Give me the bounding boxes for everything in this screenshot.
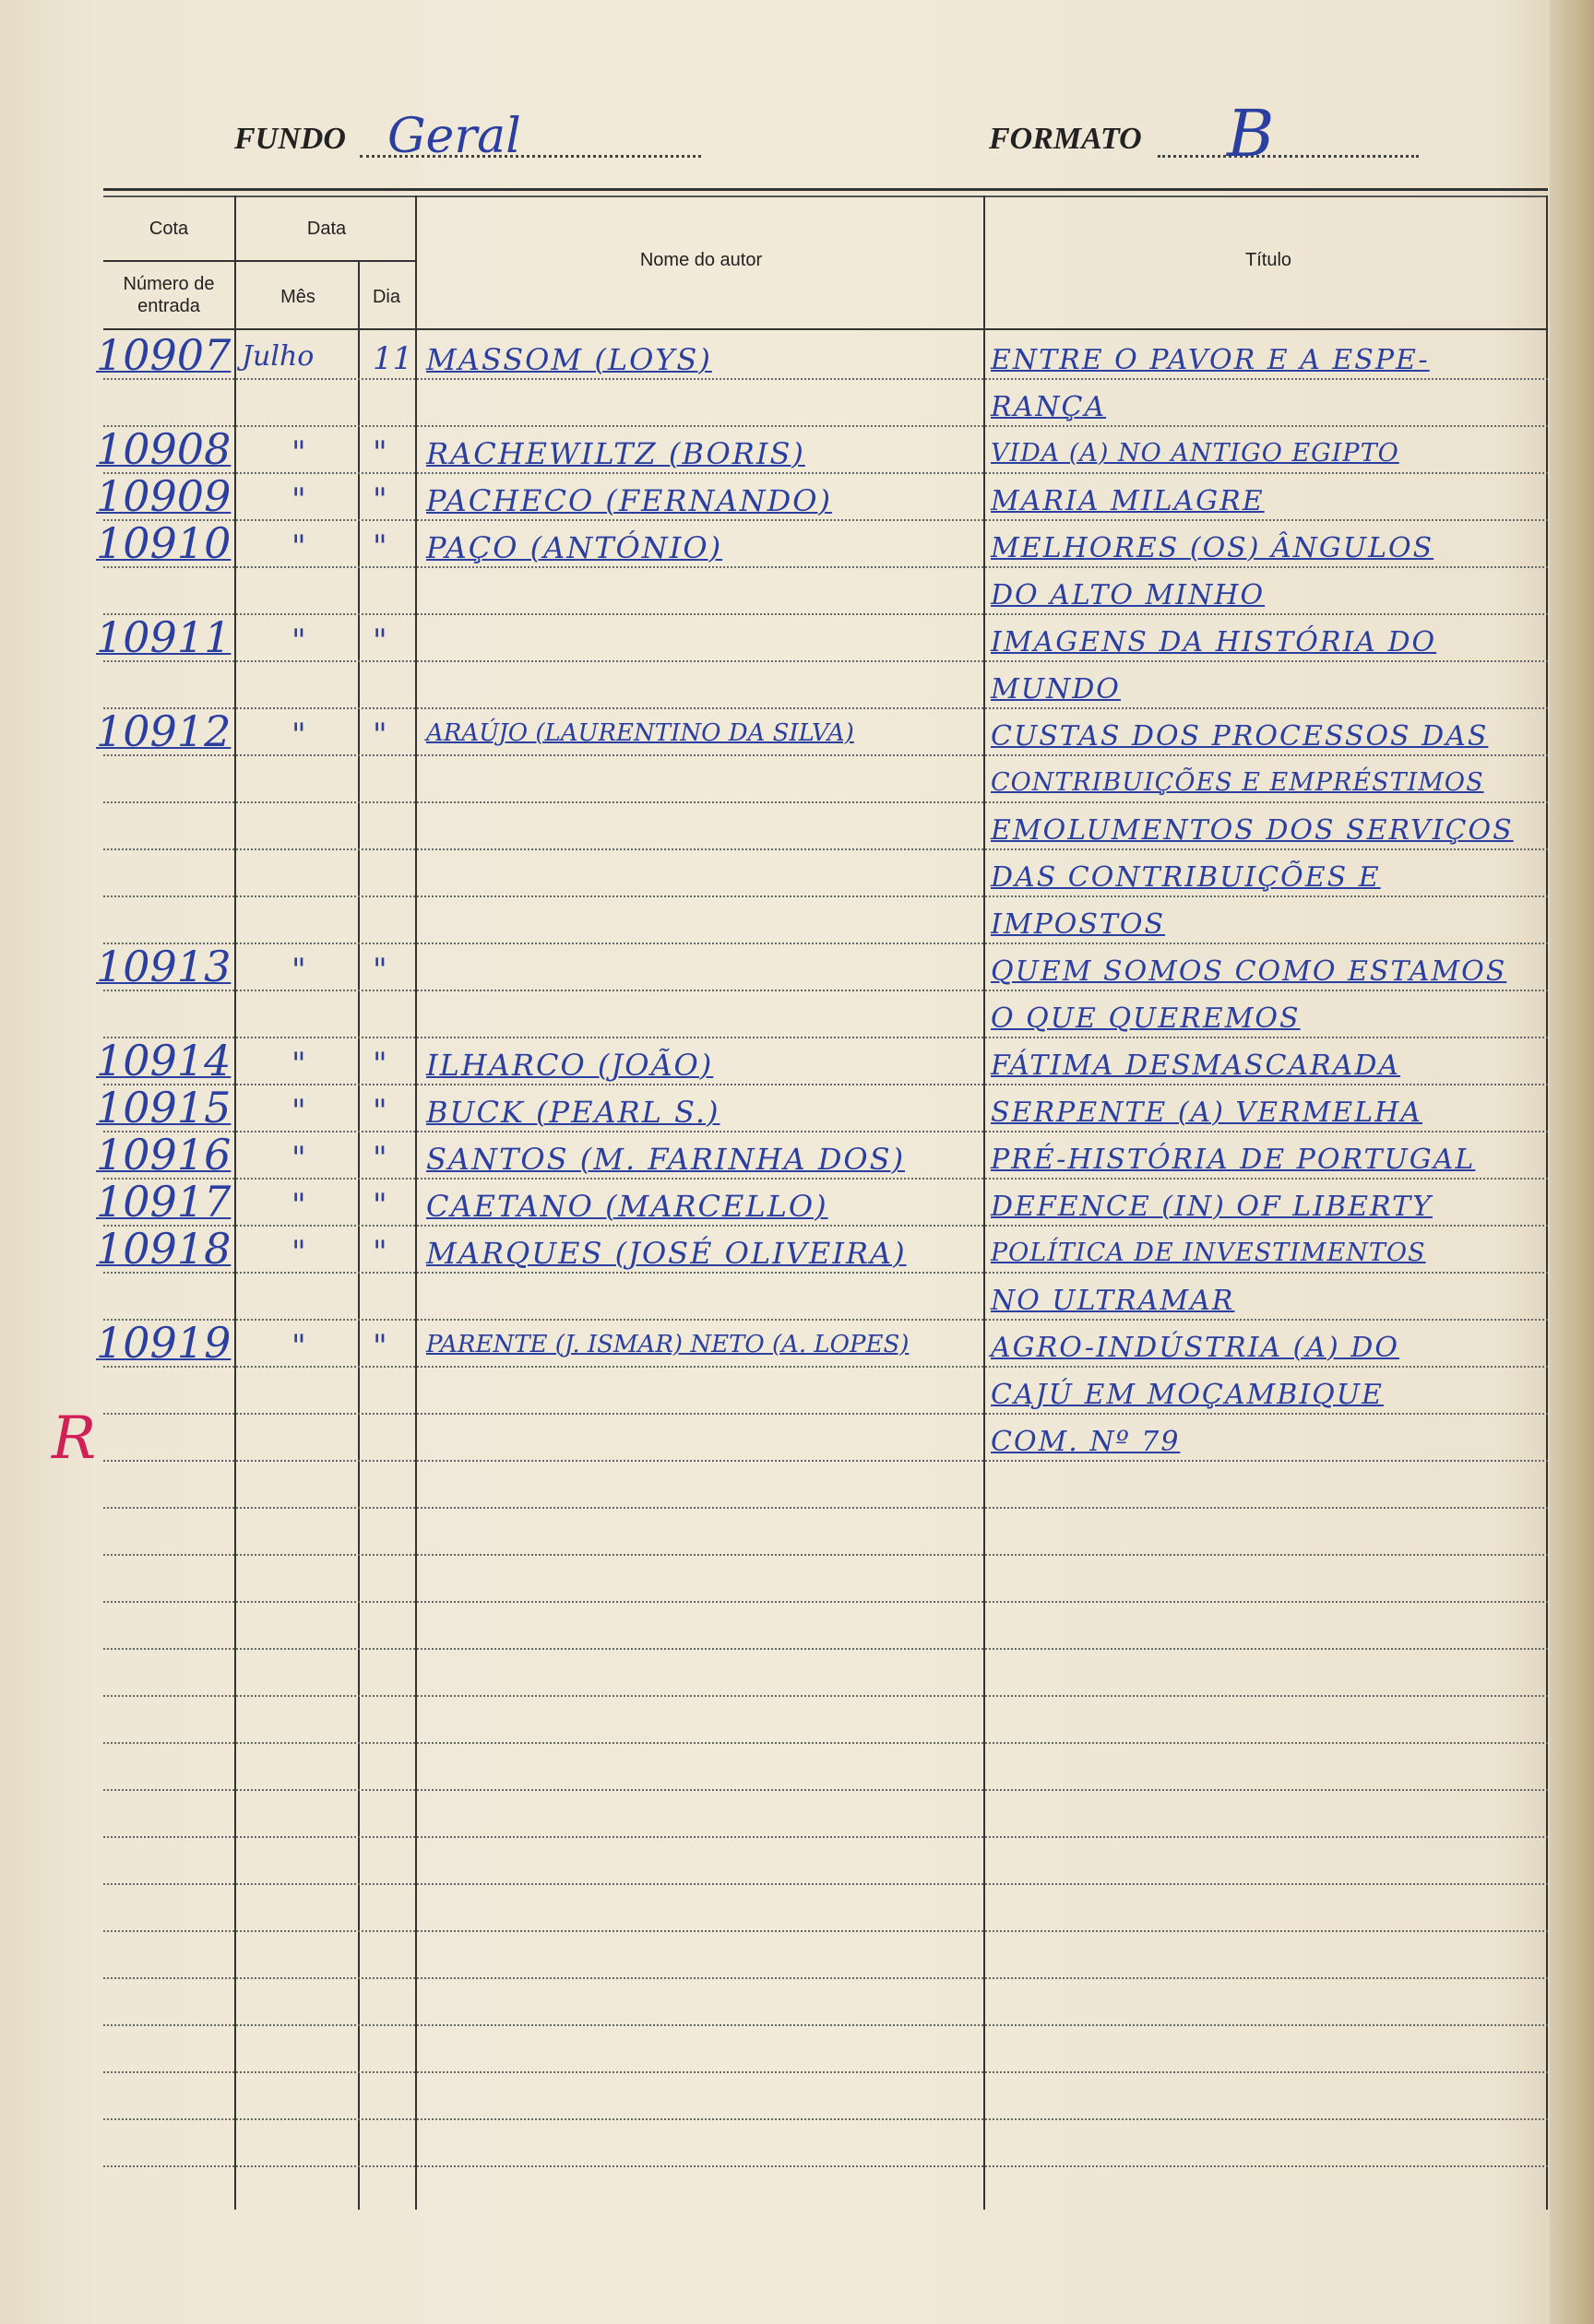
- entry-dia: ": [373, 434, 387, 471]
- ruled-line: [103, 472, 1548, 474]
- entry-dia: ": [373, 528, 387, 565]
- page-edge: [1550, 0, 1594, 2324]
- ruled-line: [103, 1084, 1548, 1085]
- vline-dia: [415, 196, 417, 2210]
- ruled-line: [103, 1178, 1548, 1180]
- entry-titulo-line: MUNDO: [991, 673, 1121, 706]
- entry-cota: 10915: [96, 1083, 232, 1132]
- entry-dia: ": [373, 1046, 387, 1083]
- entry-titulo-line: CAJÚ EM MOÇAMBIQUE: [991, 1379, 1384, 1411]
- entry-dia: ": [373, 1140, 387, 1177]
- col-data: Data: [306, 219, 347, 239]
- header-sub-rule: [103, 260, 415, 262]
- ruled-line: [103, 943, 1548, 944]
- ruled-line: [103, 707, 1548, 709]
- ruled-line: [103, 1977, 1548, 1979]
- entry-mes: ": [291, 481, 306, 518]
- entry-titulo-line: COM. Nº 79: [991, 1426, 1181, 1458]
- formato-value: B: [1227, 96, 1275, 172]
- ruled-line: [103, 378, 1548, 380]
- entry-dia: ": [373, 622, 387, 659]
- entry-dia: ": [373, 717, 387, 753]
- ruled-line: [103, 895, 1548, 897]
- entry-mes: ": [291, 1234, 306, 1271]
- entry-autor: RACHEWILTZ (BORIS): [426, 436, 805, 471]
- entry-dia: ": [373, 1234, 387, 1271]
- entry-titulo-line: VIDA (A) NO ANTIGO EGIPTO: [991, 439, 1399, 468]
- entry-titulo-line: FÁTIMA DESMASCARADA: [991, 1049, 1401, 1082]
- entry-titulo-line: QUEM SOMOS COMO ESTAMOS: [991, 955, 1507, 988]
- ruled-line: [103, 1037, 1548, 1038]
- entry-mes: ": [291, 622, 306, 659]
- fundo-label: FUNDO: [234, 122, 346, 156]
- vline-cota: [234, 196, 236, 2210]
- ruled-line: [103, 801, 1548, 803]
- ruled-line: [103, 848, 1548, 850]
- entry-cota: 10912: [96, 706, 232, 756]
- entry-cota: 10914: [96, 1036, 232, 1085]
- vline-right: [1546, 196, 1548, 2210]
- entry-mes: ": [291, 1093, 306, 1130]
- entry-titulo-line: CUSTAS DOS PROCESSOS DAS: [991, 720, 1489, 753]
- header-bottom-rule: [103, 328, 1548, 330]
- entry-cota: 10913: [96, 942, 232, 991]
- ruled-line: [103, 613, 1548, 615]
- entry-cota: 10918: [96, 1224, 232, 1274]
- entry-mes: ": [291, 1046, 306, 1083]
- entry-autor: ILHARCO (JOÃO): [426, 1048, 714, 1083]
- entry-autor: PARENTE (J. ISMAR) NETO (A. LOPES): [426, 1331, 910, 1358]
- ruled-line: [103, 660, 1548, 662]
- col-mes: Mês: [280, 287, 315, 307]
- ruled-line: [103, 1319, 1548, 1321]
- entry-titulo-line: DO ALTO MINHO: [991, 579, 1266, 611]
- col-titulo: Título: [1244, 250, 1292, 270]
- entry-titulo-line: MARIA MILAGRE: [991, 485, 1265, 517]
- ruled-line: [103, 1460, 1548, 1462]
- col-numero-2: entrada: [137, 296, 200, 316]
- entry-mes: ": [291, 1328, 306, 1365]
- ruled-line: [103, 1836, 1548, 1838]
- entry-mes: ": [291, 434, 306, 471]
- ruled-line: [103, 1742, 1548, 1744]
- entry-titulo-line: IMPOSTOS: [991, 908, 1166, 941]
- red-r-mark: R: [52, 1405, 97, 1473]
- vline-mes: [358, 260, 360, 2210]
- entry-titulo-line: MELHORES (OS) ÂNGULOS: [991, 532, 1434, 564]
- formato-label: FORMATO: [989, 122, 1142, 156]
- ruled-line: [103, 1930, 1548, 1932]
- entry-titulo-line: NO ULTRAMAR: [991, 1285, 1235, 1317]
- entry-autor: MARQUES (JOSÉ OLIVEIRA): [426, 1236, 907, 1271]
- ruled-line: [103, 990, 1548, 991]
- entry-titulo-line: CONTRIBUIÇÕES E EMPRÉSTIMOS: [991, 768, 1484, 797]
- ruled-line: [103, 2118, 1548, 2120]
- table-top-rule: [103, 188, 1548, 191]
- ruled-line: [103, 1507, 1548, 1509]
- entry-dia: ": [373, 1187, 387, 1224]
- entry-dia: ": [373, 1328, 387, 1365]
- entry-autor: CAETANO (MARCELLO): [426, 1189, 828, 1224]
- ruled-line: [103, 519, 1548, 521]
- entry-mes: ": [291, 1187, 306, 1224]
- fundo-value: Geral: [387, 109, 521, 164]
- entry-cota: 10908: [96, 424, 232, 474]
- entry-mes: ": [291, 1140, 306, 1177]
- ruled-line: [103, 2165, 1548, 2167]
- entry-cota: 10909: [96, 471, 232, 521]
- entry-autor: ARAÚJO (LAURENTINO DA SILVA): [426, 719, 854, 747]
- entry-cota: 10919: [96, 1318, 232, 1368]
- entry-cota: 10910: [96, 518, 232, 568]
- ruled-line: [103, 425, 1548, 427]
- entry-autor: MASSOM (LOYS): [426, 342, 712, 377]
- vline-autor: [983, 196, 985, 2210]
- entry-titulo-line: PRÉ-HISTÓRIA DE PORTUGAL: [991, 1144, 1476, 1176]
- entry-dia: ": [373, 952, 387, 989]
- entry-cota: 10907: [96, 330, 232, 380]
- entry-titulo-line: DAS CONTRIBUIÇÕES E: [991, 861, 1381, 894]
- entry-autor: SANTOS (M. FARINHA DOS): [426, 1142, 906, 1177]
- entry-autor: PAÇO (ANTÓNIO): [426, 530, 723, 565]
- entry-titulo-line: RANÇA: [991, 391, 1107, 423]
- ruled-line: [103, 1413, 1548, 1415]
- entry-titulo-line: EMOLUMENTOS DOS SERVIÇOS: [991, 814, 1514, 847]
- ruled-line: [103, 1601, 1548, 1603]
- entry-cota: 10917: [96, 1177, 232, 1227]
- table-top-rule-2: [103, 196, 1548, 197]
- ruled-line: [103, 754, 1548, 756]
- ruled-line: [103, 1554, 1548, 1556]
- entry-autor: BUCK (PEARL S.): [426, 1095, 720, 1130]
- ruled-line: [103, 1366, 1548, 1368]
- entry-autor: PACHECO (FERNANDO): [426, 483, 832, 518]
- entry-dia: ": [373, 481, 387, 518]
- ruled-line: [103, 566, 1548, 568]
- entry-cota: 10916: [96, 1130, 232, 1180]
- entry-mes: ": [291, 952, 306, 989]
- ruled-line: [103, 1272, 1548, 1274]
- entry-titulo-line: SERPENTE (A) VERMELHA: [991, 1097, 1422, 1129]
- entry-titulo-line: POLÍTICA DE INVESTIMENTOS: [991, 1239, 1426, 1267]
- ruled-line: [103, 1695, 1548, 1697]
- ruled-line: [103, 2071, 1548, 2073]
- ruled-line: [103, 1789, 1548, 1791]
- entry-mes: ": [291, 717, 306, 753]
- entry-titulo-line: DEFENCE (IN) OF LIBERTY: [991, 1191, 1433, 1223]
- ruled-line: [103, 1883, 1548, 1885]
- entry-titulo-line: IMAGENS DA HISTÓRIA DO: [991, 626, 1437, 658]
- entry-mes: ": [291, 528, 306, 565]
- entry-dia: 11: [373, 340, 413, 377]
- entry-mes: Julho: [242, 340, 315, 373]
- entry-titulo-line: AGRO-INDÚSTRIA (A) DO: [991, 1332, 1399, 1364]
- entry-dia: ": [373, 1093, 387, 1130]
- ruled-line: [103, 2024, 1548, 2026]
- col-numero-1: Número de: [123, 274, 215, 294]
- entry-titulo-line: ENTRE O PAVOR E A ESPE-: [991, 344, 1430, 376]
- entry-cota: 10911: [96, 612, 232, 662]
- ruled-line: [103, 1648, 1548, 1650]
- entry-titulo-line: O QUE QUEREMOS: [991, 1002, 1301, 1035]
- ruled-line: [103, 1225, 1548, 1227]
- formato-dotted-line: [1158, 155, 1419, 158]
- col-dia: Dia: [372, 287, 400, 307]
- col-autor: Nome do autor: [639, 250, 763, 270]
- col-cota: Cota: [149, 219, 189, 239]
- ruled-line: [103, 1131, 1548, 1132]
